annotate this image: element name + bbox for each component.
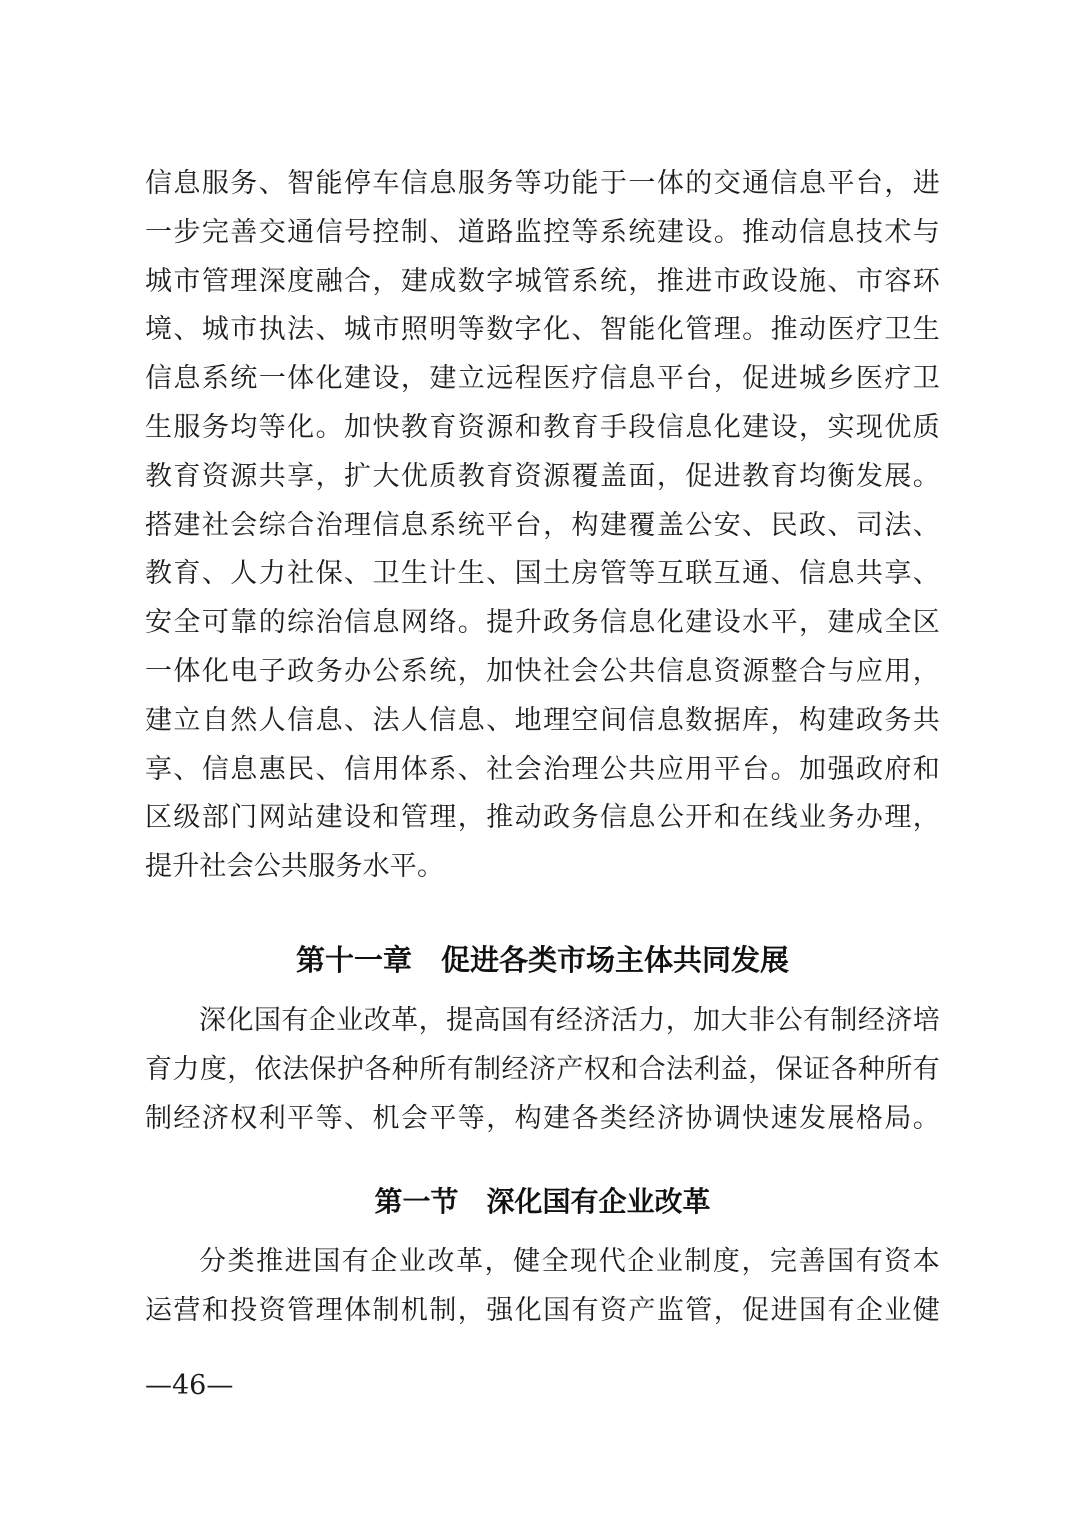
text-line: 教育、人力社保、卫生计生、国土房管等互联互通、信息共享、 — [145, 558, 940, 590]
para-soe-reform — [145, 1238, 940, 1336]
text-line: 建立自然人信息、法人信息、地理空间信息数据库，构建政务共 — [145, 704, 940, 736]
text-line: 一体化电子政务办公系统，加快社会公共信息资源整合与应用， — [145, 655, 940, 687]
text-line: 享、信息惠民、信用体系、社会治理公共应用平台。加强政府和 — [145, 753, 940, 785]
text-line: 运营和投资管理体制机制，强化国有资产监管，促进国有企业健 — [145, 1295, 940, 1327]
section-1-heading: 第一节 深化国有企业改革 — [374, 1185, 711, 1219]
text-line: 信息服务、智能停车信息服务等功能于一体的交通信息平台，进 — [145, 168, 940, 199]
text-line: 育力度，依法保护各种所有制经济产权和合法利益，保证各种所有 — [145, 1053, 940, 1085]
text-line: 一步完善交通信号控制、道路监控等系统建设。推动信息技术与 — [145, 216, 940, 248]
text-line: 制经济权利平等、机会平等，构建各类经济协调快速发展格局。 — [145, 1102, 940, 1134]
document-content — [145, 160, 940, 1406]
text-line: 教育资源共享，扩大优质教育资源覆盖面，促进教育均衡发展。 — [145, 460, 940, 492]
page-number-label: —46— — [145, 1369, 234, 1401]
para-smart-city-services — [145, 160, 940, 892]
text-line: 分类推进国有企业改革，健全现代企业制度，完善国有资本 — [199, 1246, 940, 1278]
text-line: 生服务均等化。加快教育资源和教育手段信息化建设，实现优质 — [145, 411, 940, 443]
document-body — [145, 160, 940, 1336]
text-line: 安全可靠的综治信息网络。提升政务信息化建设水平，建成全区 — [145, 607, 940, 639]
text-line: 深化国有企业改革，提高国有经济活力，加大非公有制经济培 — [199, 1004, 940, 1036]
text-line: 区级部门网站建设和管理，推动政务信息公开和在线业务办理， — [145, 802, 940, 834]
text-line: 提升社会公共服务水平。 — [145, 851, 445, 883]
text-line: 信息系统一体化建设，建立远程医疗信息平台，促进城乡医疗卫 — [145, 363, 940, 395]
chapter-11-heading: 第十一章 促进各类市场主体共同发展 — [295, 942, 789, 977]
para-market-entities-development — [145, 997, 940, 1143]
text-line: 搭建社会综合治理信息系统平台，构建覆盖公安、民政、司法、 — [145, 509, 940, 541]
text-line: 境、城市执法、城市照明等数字化、智能化管理。推动医疗卫生 — [145, 314, 940, 346]
text-line: 城市管理深度融合，建成数字城管系统，推进市政设施、市容环 — [145, 265, 940, 297]
